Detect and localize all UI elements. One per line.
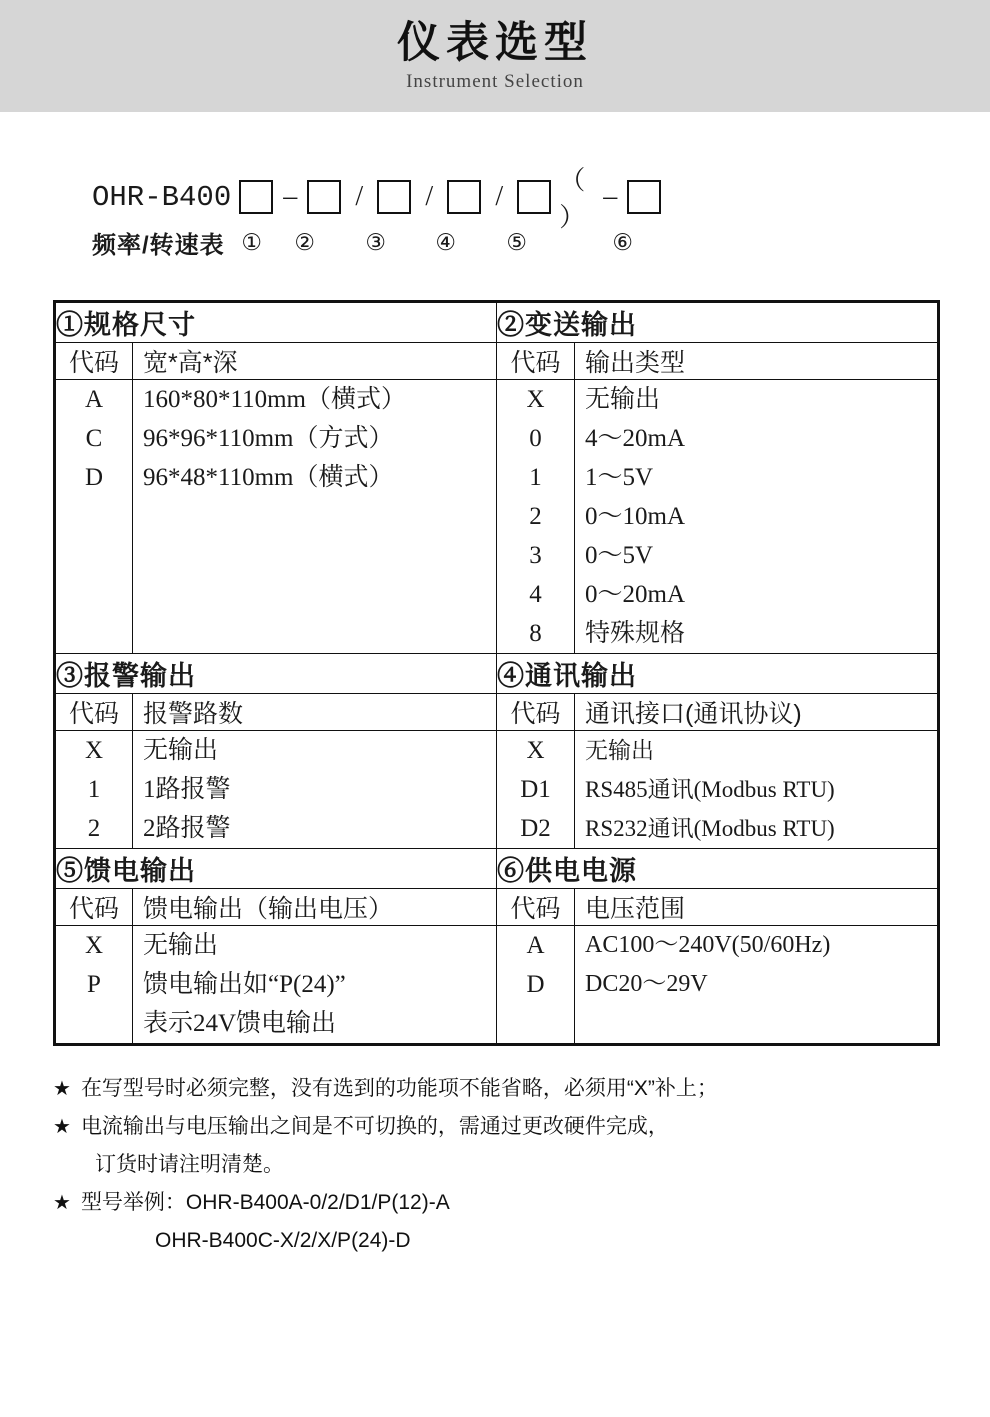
descs-transmit [575,380,939,654]
code-cell: 0 [529,425,542,452]
model-code-diagram [0,167,990,262]
header-code-comm: 代码 [497,694,575,731]
desc-cell: 表示24V馈电输出 [143,1010,337,1037]
model-box-6 [627,180,661,214]
section-title-alarm: ③报警输出 [55,654,497,694]
note-text: 电流输出与电压输出之间是不可切换的，需通过更改硬件完成， [80,1115,669,1138]
desc-cell: 160*80*110mm（横式） [143,386,406,413]
model-box-3 [377,180,411,214]
star-icon: ★ [53,1192,71,1214]
code-cell: 2 [529,503,542,530]
model-marker-4: ④ [435,228,456,255]
descs-comm [575,731,939,849]
table-row [55,343,939,380]
notes-section [53,1072,937,1258]
model-separator-dash-2: – [603,181,618,212]
table-row [55,654,939,694]
section-title-size: ①规格尺寸 [55,302,497,343]
desc-cell: RS232通讯(Modbus RTU) [585,816,835,841]
model-type-label: 频率/转速表 [92,231,225,259]
header-code-transmit: 代码 [497,343,575,380]
code-cell: X [84,932,104,959]
star-icon: ★ [53,1116,71,1138]
codes-size [55,380,133,654]
code-cell: C [85,425,103,452]
header-desc-alarm: 报警路数 [133,694,497,731]
spec-table [53,300,940,1046]
table-row [55,889,939,926]
code-cell: 1 [87,776,101,803]
note-subtext: 订货时请注明清楚。 [95,1153,284,1176]
desc-cell: 无输出 [585,738,654,763]
code-cell: X [526,386,545,413]
model-separator-slash-1: / [355,181,364,212]
code-cell: A [526,932,545,959]
page-subtitle: Instrument Selection [406,70,584,92]
table-row [55,731,939,849]
desc-cell: 无输出 [143,737,219,764]
table-row [55,694,939,731]
header-desc-size: 宽*高*深 [133,343,497,380]
note-example-line1: 型号举例：OHR-B400A-0/2/D1/P(12)-A [80,1191,450,1214]
code-cell: 4 [529,581,542,608]
model-marker-row [92,222,990,262]
descs-feed [133,926,497,1045]
descs-size [133,380,497,654]
model-separator-dash: – [283,181,298,212]
page-title: 仪表选型 [397,19,593,68]
note-item [53,1072,937,1106]
note-item [53,1186,937,1220]
model-marker-6: ⑥ [612,228,633,255]
desc-cell: AC100～240V(50/60Hz) [585,932,831,958]
table-row [55,302,939,343]
header-code-feed: 代码 [55,889,133,926]
codes-transmit [497,380,575,654]
desc-cell: DC20～29V [585,971,708,997]
note-item [53,1110,937,1144]
table-row [55,380,939,654]
section-title-feed: ⑤馈电输出 [55,849,497,889]
codes-alarm [55,731,133,849]
desc-cell: 馈电输出如“P(24)” [143,971,346,998]
code-cell: P [87,971,101,998]
descs-power [575,926,939,1045]
model-box-5 [517,180,551,214]
note-example-line2: OHR-B400C-X/2/X/P(24)-D [155,1229,411,1252]
codes-power [497,926,575,1045]
section-title-power: ⑥供电电源 [497,849,939,889]
header-desc-comm: 通讯接口(通讯协议) [575,694,939,731]
model-separator-paren: （ ） [559,167,586,234]
code-cell: D2 [520,815,551,842]
code-cell: 8 [529,620,542,647]
model-marker-5: ⑤ [506,228,527,255]
header-desc-power: 电压范围 [575,889,939,926]
desc-cell: 1路报警 [143,776,231,803]
header-code-alarm: 代码 [55,694,133,731]
codes-comm [497,731,575,849]
code-cell: 2 [87,815,101,842]
code-cell: A [84,386,104,413]
model-separator-slash-3: / [495,181,504,212]
desc-cell: 96*48*110mm（横式） [143,464,394,491]
header-desc-feed: 馈电输出（输出电压） [133,889,497,926]
code-cell: D1 [520,776,551,803]
desc-cell: RS485通讯(Modbus RTU) [585,777,835,802]
code-cell: 1 [529,464,542,491]
star-icon: ★ [53,1078,71,1100]
desc-cell: 无输出 [585,386,661,413]
desc-cell: 0～10mA [585,503,686,530]
model-marker-3: ③ [365,228,386,255]
codes-feed [55,926,133,1045]
code-cell: D [84,464,104,491]
model-separator-slash-2: / [425,181,434,212]
model-base-name: OHR-B400 [92,180,232,214]
note-text: 在写型号时必须完整，没有选到的功能项不能省略，必须用“X”补上； [80,1077,718,1100]
section-title-transmit: ②变送输出 [497,302,939,343]
code-cell: X [84,737,104,764]
header-code-power: 代码 [497,889,575,926]
code-cell: X [526,737,545,764]
model-box-1 [239,180,273,214]
desc-cell: 4～20mA [585,425,686,452]
model-box-2 [307,180,341,214]
model-marker-2: ② [294,228,315,255]
code-cell [56,1004,132,1043]
model-box-4 [447,180,481,214]
desc-cell: 2路报警 [143,815,231,842]
descs-alarm [133,731,497,849]
spec-table-wrapper [53,300,937,1046]
desc-cell: 96*96*110mm（方式） [143,425,394,452]
model-marker-1: ① [241,228,262,255]
code-cell: D [526,971,545,998]
code-cell: 3 [529,542,542,569]
table-row [55,849,939,889]
desc-cell: 0～20mA [585,581,686,608]
model-code-row [92,167,990,234]
desc-cell: 0～5V [585,542,654,569]
section-title-comm: ④通讯输出 [497,654,939,694]
desc-cell: 特殊规格 [585,620,686,647]
desc-cell: 1～5V [585,464,654,491]
table-row [55,926,939,1045]
page-header [0,0,990,112]
header-code-size: 代码 [55,343,133,380]
header-desc-transmit: 输出类型 [575,343,939,380]
desc-cell: 无输出 [143,932,219,959]
